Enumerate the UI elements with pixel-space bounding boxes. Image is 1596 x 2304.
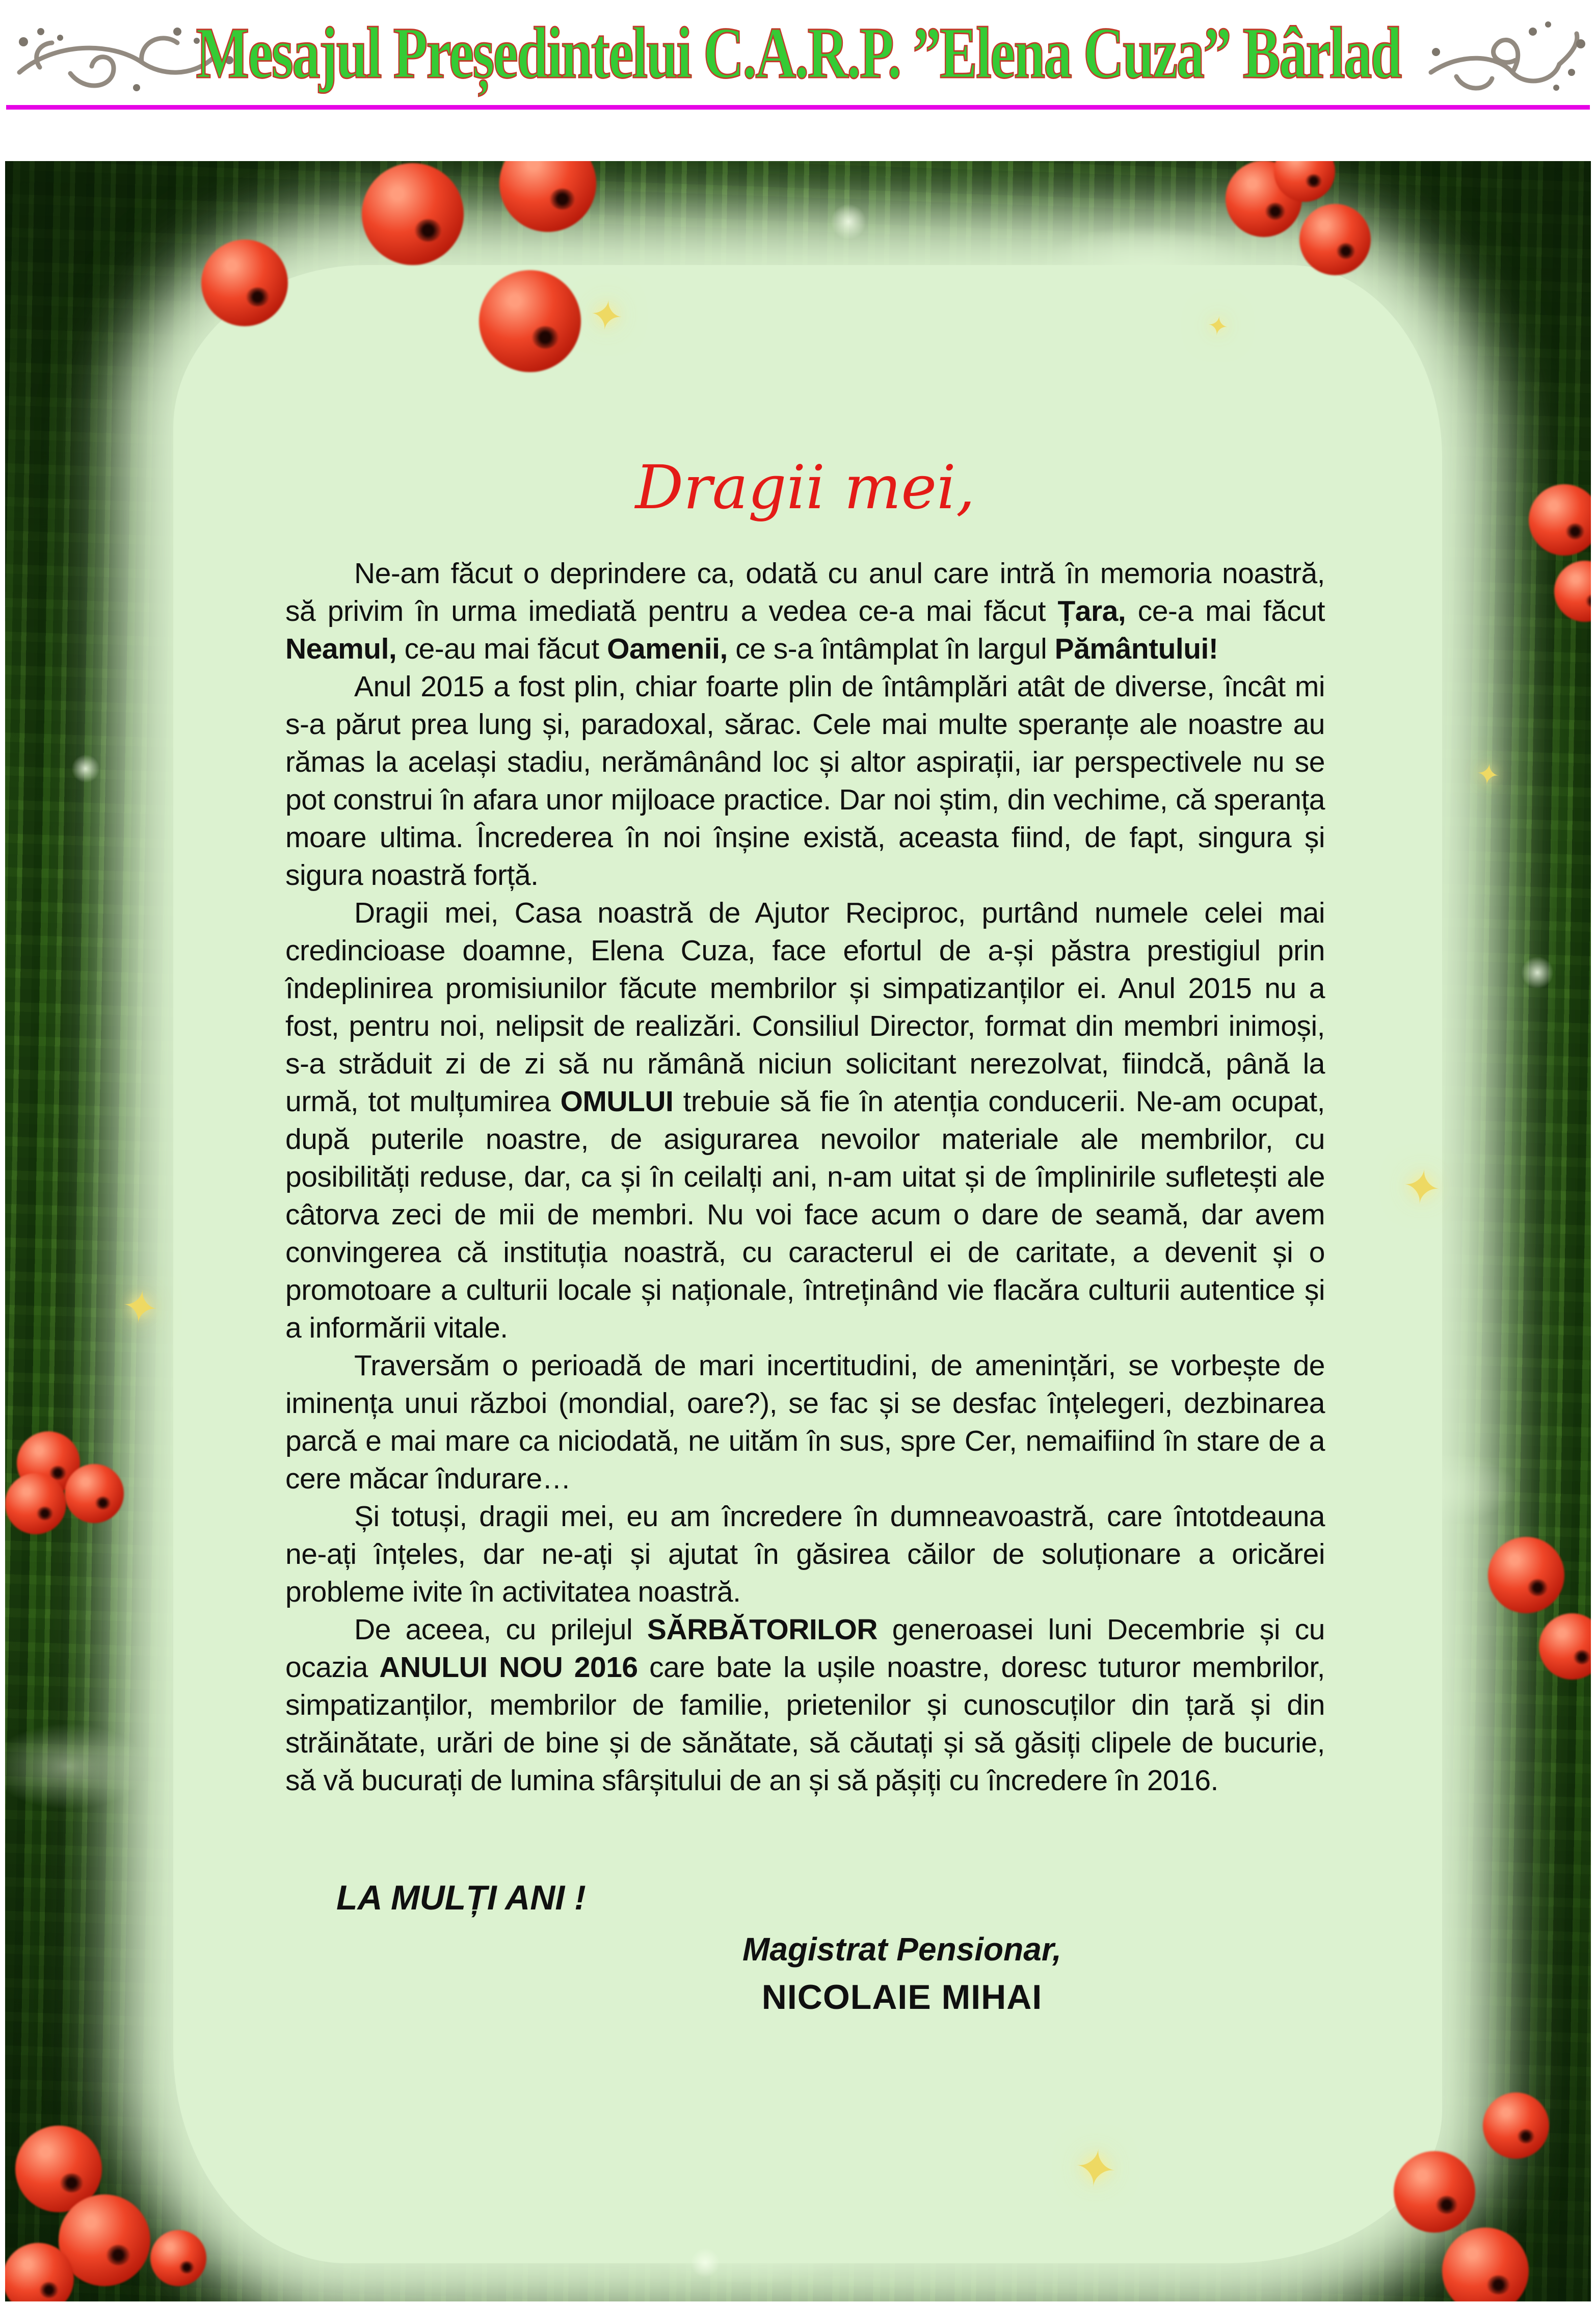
star-icon: ✦: [586, 291, 627, 341]
bokeh-highlight: [831, 204, 866, 240]
letter-closing: LA MULȚI ANI !: [336, 1878, 586, 1917]
holly-berry-icon: [1442, 2228, 1529, 2301]
star-icon: ✦: [1398, 1159, 1445, 1216]
holly-berry-icon: [499, 161, 596, 232]
signoff-name: NICOLAIE MIHAI: [761, 1978, 1043, 2017]
star-icon: ✦: [1474, 757, 1502, 792]
holly-berry-icon: [201, 240, 288, 326]
header-divider: [6, 105, 1590, 110]
letter-signoff: [561, 1926, 1243, 2022]
holly-berry-icon: [479, 270, 581, 372]
letter-salutation: Dragii mei,: [635, 452, 975, 522]
star-icon: ✦: [118, 1279, 163, 1335]
letter-paragraph: Traversăm o perioadă de mari incertitudini, de amenințări, se vorbește de iminența unui război (mondial, oare?), se fac și se desfac înțelegeri, dezbinarea parcă e mai mare ca niciodată, ne uităm în sus, spre Cer, nemaifiind în stare de a cere măcar îndurare…: [285, 1349, 1325, 1495]
bokeh-highlight: [1521, 956, 1554, 989]
letter-paragraph: Ne-am făcut o deprindere ca, odată cu anul care intră în memoria noastră, să privim în urma imediată pentru a vedea ce-a mai făcut Țara, ce-a mai făcut Neamul, ce-au mai făcut Oamenii, ce s-a întâmplat în largul Pământului!: [285, 557, 1325, 665]
signoff-role: Magistrat Pensionar,: [742, 1931, 1061, 1968]
bokeh-highlight: [690, 2248, 720, 2277]
letter-paragraph: Dragii mei, Casa noastră de Ajutor Reciproc, purtând numele celei mai credincioase doamne, Elena Cuza, face efortul de a-și păstra prestigiul prin îndeplinirea promisiunilor făcute membrilor și simpatizanților ei. Anul 2015 nu a fost, pentru noi, nelipsit de realizări. Consiliul Director, format din membri inimoși, s-a străduit zi de zi să nu rămână niciun solicitant nerezolvat, fiindcă, până la urmă, tot mulțumirea OMULUI trebuie să fie în atenția conducerii. Ne-am ocupat, după puterile noastre, de asigurarea nevoilor materiale ale membrilor, cu posibilități reduse, dar, ca și în ceilalți ani, n-am uitat și de împlinirile sufletești ale câtorva zeci de mii de membri. Nu voi face acum o dare de seamă, dar avem convingerea că instituția noastră, cu caracterul ei de caritate, a devenit și o promotoare a culturii locale și naționale, întreținând vie flacăra culturii autentice și a informării vitale.: [285, 897, 1325, 1344]
holly-berry-icon: [65, 1464, 124, 1523]
header: [0, 0, 1596, 105]
holly-berry-icon: [362, 163, 464, 265]
letter-paragraph: Anul 2015 a fost plin, chiar foarte plin de întâmplări atât de diverse, încât mi s-a părut prea lung și, paradoxal, sărac. Cele mai multe speranțe ale noastre au rămas la același stadiu, nerămânând loc și altor aspirații, iar perspectivele nu se pot construi în afara unor mijloace practice. Dar noi știm, din vechime, că speranța moare ultima. Încrederea în noi înșine există, aceasta fiind, de fapt, singura și sigura noastră forță.: [285, 670, 1325, 892]
holly-berry-icon: [5, 1473, 66, 1534]
holly-berry-icon: [1554, 561, 1591, 622]
star-icon: ✦: [1205, 310, 1231, 342]
holly-berry-icon: [150, 2230, 206, 2286]
page-title: Mesajul Președintelui C.A.R.P. ”Elena Cuza” Bârlad: [196, 12, 1400, 94]
holly-berry-icon: [1529, 484, 1591, 556]
holly-berry-icon: [1539, 1613, 1591, 1680]
star-icon: ✦: [1070, 2137, 1121, 2201]
holiday-letter-image: [5, 161, 1591, 2301]
bokeh-highlight: [71, 754, 100, 783]
holly-berry-icon: [1394, 2151, 1475, 2233]
letter-paragraph: Și totuși, dragii mei, eu am încredere în dumneavoastră, care întotdeauna ne-ați înțeles, dar ne-ați și ajutat în găsirea căilor de soluționare a oricărei probleme ivite în activitatea noastră.: [285, 1500, 1325, 1608]
holly-berry-icon: [1299, 204, 1371, 275]
holly-berry-icon: [1488, 1537, 1564, 1613]
flourish-right-icon: [1426, 11, 1589, 106]
holly-berry-icon: [1483, 2092, 1549, 2159]
letter-paragraph: De aceea, cu prilejul SĂRBĂTORILOR generoasei luni Decembrie și cu ocazia ANULUI NOU 2016 care bate la ușile noastre, doresc tuturor membrilor, simpatizanților, membrilor de familie, prietenilor și cunoscuților din țară și din străinătate, urări de bine și de sănătate, să căutați și să găsiți clipele de bucurie, să vă bucurați de lumina sfârșitului de an și să pășiți cu încredere în 2016.: [285, 1613, 1325, 1797]
letter-body: [285, 555, 1325, 1799]
